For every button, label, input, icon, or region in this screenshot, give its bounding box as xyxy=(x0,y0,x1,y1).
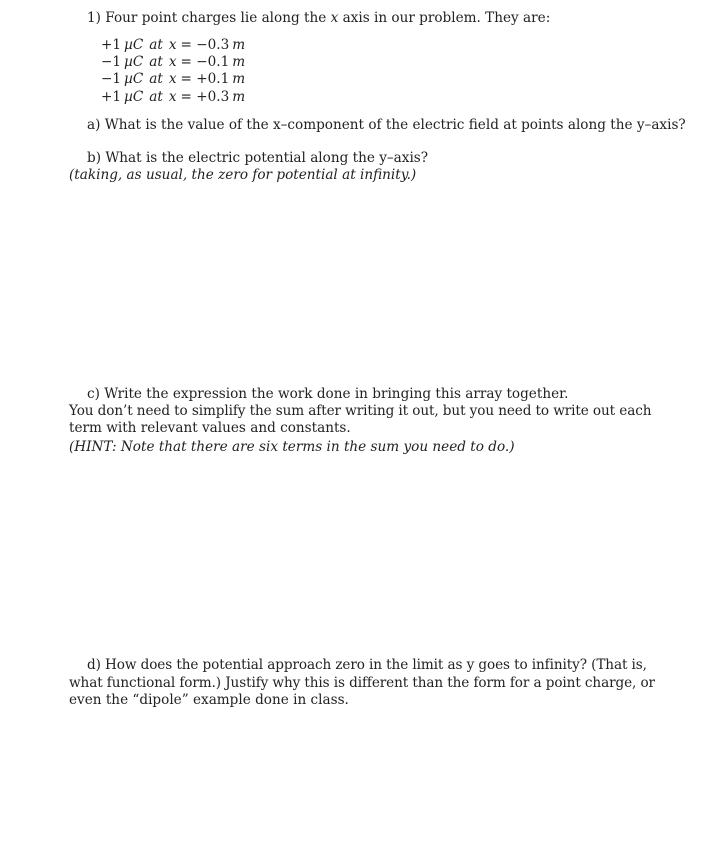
charge-x: x xyxy=(168,54,177,70)
charge-at: at xyxy=(149,89,163,105)
charge-row-3 xyxy=(101,71,245,88)
charge-at: at xyxy=(149,71,163,87)
charge-at: at xyxy=(149,54,163,70)
charge-unit: µC xyxy=(124,71,144,87)
charge-value: +1 xyxy=(101,37,122,53)
charge-x: x xyxy=(168,71,177,87)
charge-row-2 xyxy=(101,54,245,71)
charge-meter: m xyxy=(232,54,246,70)
part-b-note: (taking, as usual, the zero for potential at infinity.) xyxy=(69,167,417,183)
part-d-line-3: even the “dipole” example done in class. xyxy=(69,692,349,708)
charge-at: at xyxy=(149,37,163,53)
charge-row-4 xyxy=(101,89,245,106)
charge-unit: µC xyxy=(124,54,144,70)
part-c-line-3: term with relevant values and constants. xyxy=(69,420,351,436)
part-c-line-2: You don’t need to simplify the sum after writing it out, but you need to write out each xyxy=(69,403,652,419)
charge-position: = −0.1 xyxy=(180,54,230,70)
charge-value: −1 xyxy=(101,54,122,70)
part-b-question: b) What is the electric potential along the y–axis? xyxy=(87,150,429,166)
question-intro xyxy=(87,10,550,27)
charge-meter: m xyxy=(232,89,246,105)
part-a-question: a) What is the value of the x–component of the electric field at points along the y–axis? xyxy=(87,117,686,133)
part-c-question: c) Write the expression the work done in bringing this array together. xyxy=(87,386,569,402)
charge-position: = −0.3 xyxy=(180,37,230,53)
charge-x: x xyxy=(168,89,177,105)
charge-value: +1 xyxy=(101,89,122,105)
charge-value: −1 xyxy=(101,71,122,87)
charge-unit: µC xyxy=(124,89,144,105)
charge-position: = +0.3 xyxy=(180,89,230,105)
intro-variable: x xyxy=(330,10,339,26)
charge-unit: µC xyxy=(124,37,144,53)
part-d-line-1: d) How does the potential approach zero in the limit as y goes to infinity? (That is, xyxy=(87,657,647,673)
intro-suffix: axis in our problem. They are: xyxy=(338,10,551,26)
part-d-line-2: what functional form.) Justify why this is different than the form for a point charge, or xyxy=(69,675,655,691)
intro-prefix: 1) Four point charges lie along the xyxy=(87,10,331,26)
charge-x: x xyxy=(168,37,177,53)
charge-meter: m xyxy=(232,37,246,53)
charge-position: = +0.1 xyxy=(180,71,230,87)
charge-row-1 xyxy=(101,37,245,54)
charge-meter: m xyxy=(232,71,246,87)
part-c-hint: (HINT: Note that there are six terms in the sum you need to do.) xyxy=(69,439,515,455)
